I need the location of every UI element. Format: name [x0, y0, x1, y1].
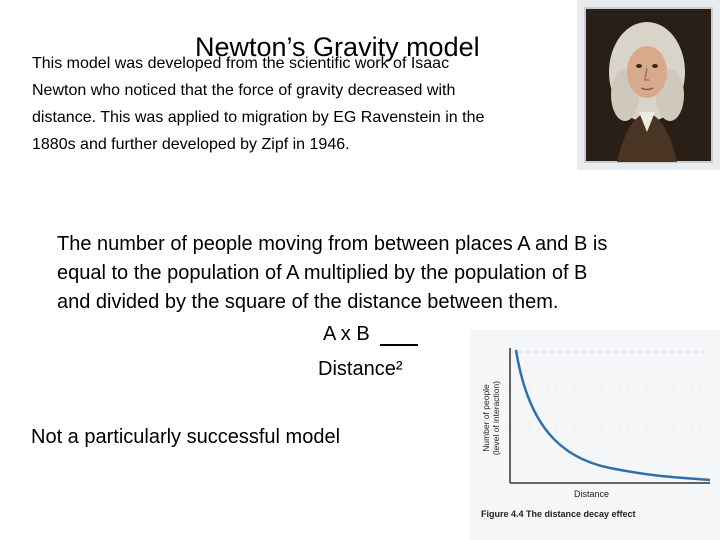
intro-line: Newton who noticed that the force of gravity decreased with [32, 82, 456, 99]
intro-line: 1880s and further developed by Zipf in 1946. [32, 136, 350, 153]
x-axis-label: Distance [574, 489, 610, 499]
intro-line: distance. This was applied to migration by EG Ravenstein in the [32, 109, 485, 126]
distance-decay-figure [470, 330, 720, 540]
statement-line: and divided by the square of the distance between them. [57, 291, 559, 313]
portrait-icon [577, 0, 720, 170]
intro-line: This model was developed from the scientific work of Isaac [32, 55, 450, 72]
y-axis-label: Number of people [481, 384, 491, 452]
closing-remark: Not a particularly successful model [31, 426, 341, 448]
slide-title: Newton’s Gravity model [195, 32, 480, 62]
formula-denominator: Distance² [318, 358, 403, 380]
intro-paragraph [32, 50, 552, 158]
newton-portrait-image [577, 0, 720, 170]
statement-line: The number of people moving from between places A and B is [57, 233, 608, 255]
gravity-statement [57, 230, 697, 317]
y-axis-label-sub: (level of interaction) [491, 380, 501, 456]
statement-line: equal to the population of A multiplied by the population of B [57, 262, 588, 284]
fraction-bar [380, 344, 418, 346]
formula-numerator: A x B [323, 323, 370, 345]
figure-caption: Figure 4.4 The distance decay effect [481, 509, 636, 519]
decay-curve [516, 350, 710, 480]
